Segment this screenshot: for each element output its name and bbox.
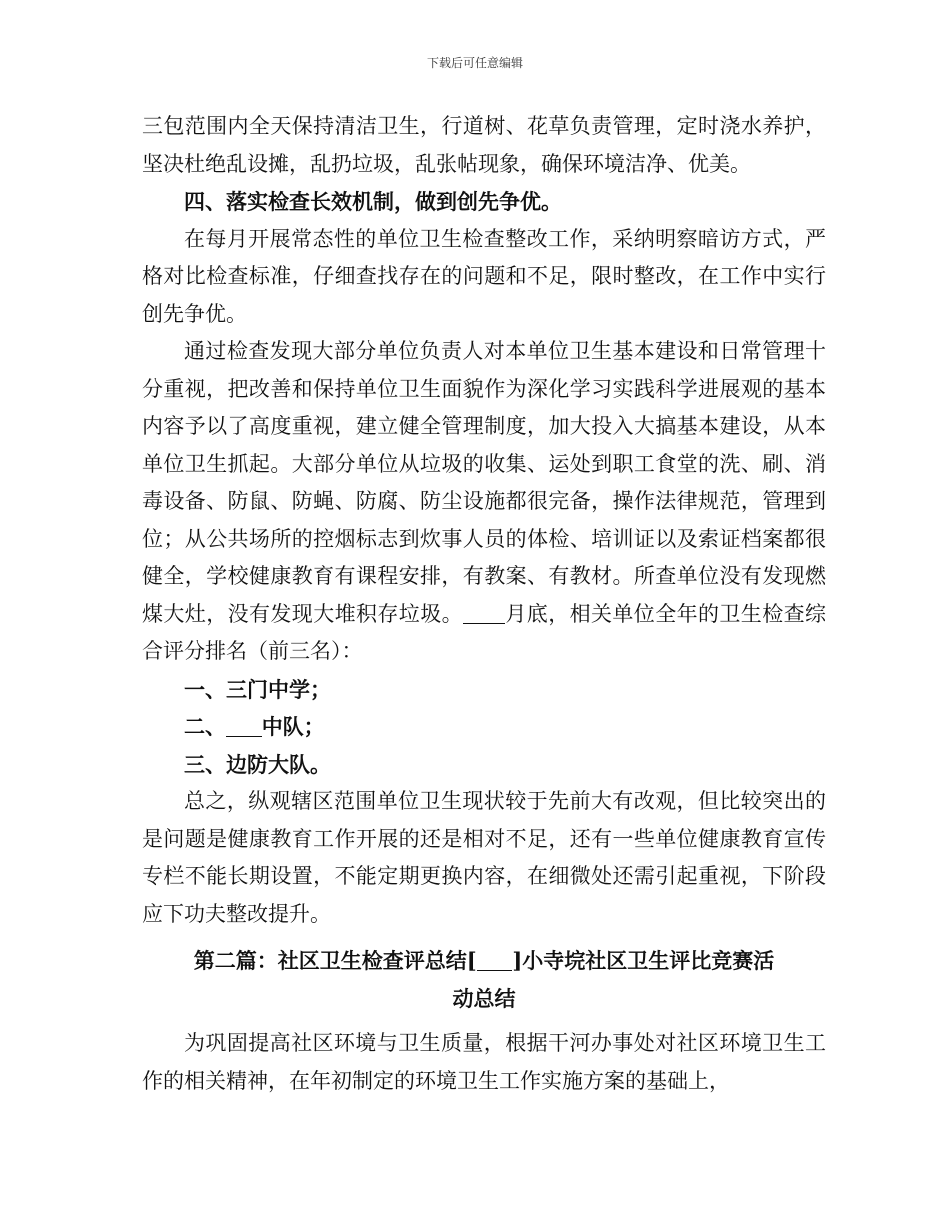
blank-title: [477, 947, 513, 971]
ranking-item-3: 三、边防大队。: [184, 751, 331, 777]
title-part-3: 动总结: [452, 986, 516, 1011]
page-header: 下载后可任意编辑: [426, 56, 523, 70]
blank-month: [463, 600, 505, 624]
section-heading-4: 四、落实检查长效机制，做到创先争优。: [184, 189, 562, 214]
title-part-2: ]小寺垸社区卫生评比竞赛活: [512, 948, 775, 973]
ranking-2-prefix: 二、: [184, 714, 226, 739]
findings-text: 通过检查发现大部分单位负责人对本单位卫生基本建设和日常管理十分重视，把改善和保持单位卫生面貌作为深化学习实践科学进展观的基本内容予以了高度重视，建立健全管理制度，加大投入大搞基本建设，从本单位卫生抓起。大部分单位从垃圾的收集、运处到职工食堂的洗、刷、消毒设备、防鼠、防蝇、防腐、防尘设施都很完备，操作法律规范，管理到位；从公共场所的控烟标志到炊事人员的体检、培训证以及索证档案都很健全，学校健康教育有课程安排，有教案、有教材。所查单位没有发现燃煤大灶，没有发现大堆积存垃圾。: [142, 339, 826, 626]
document-body: [142, 108, 826, 1100]
paragraph-summary: 总之，纵观辖区范围单位卫生现状较于先前大有改观，但比较突出的是问题是健康教育工作开展的还是相对不足，还有一些单位健康教育宣传专栏不能长期设置，不能定期更换内容，在细微处还需引起重视，下阶段应下功夫整改提升。: [142, 789, 826, 926]
paragraph-cleanliness: 三包范围内全天保持清洁卫生，行道树、花草负责管理，定时浇水养护，坚决杜绝乱设摊，乱扔垃圾，乱张帖现象，确保环境洁净、优美。: [142, 114, 826, 176]
paragraph-intro: 为巩固提高社区环境与卫生质量，根据干河办事处对社区环境卫生工作的相关精神，在年初制定的环境卫生工作实施方案的基础上，: [142, 1031, 826, 1093]
title-part-1: 第二篇：社区卫生检查评总结[: [193, 948, 477, 973]
ranking-2-suffix: 中队；: [261, 714, 325, 739]
ranking-item-1: 一、三门中学；: [184, 676, 331, 702]
ranking-item-2: [142, 708, 826, 746]
section-title-2: [142, 942, 826, 1018]
blank-team: [226, 713, 262, 737]
paragraph-inspection: 在每月开展常态性的单位卫生检查整改工作，采纳明察暗访方式，严格对比检查标准，仔细查找存在的问题和不足，限时整改，在工作中实行创先争优。: [142, 226, 826, 326]
findings-text-end: 月底，相关单位全年的卫生检查综合评分排名（前三名）：: [142, 601, 826, 663]
paragraph-findings: [142, 333, 826, 671]
